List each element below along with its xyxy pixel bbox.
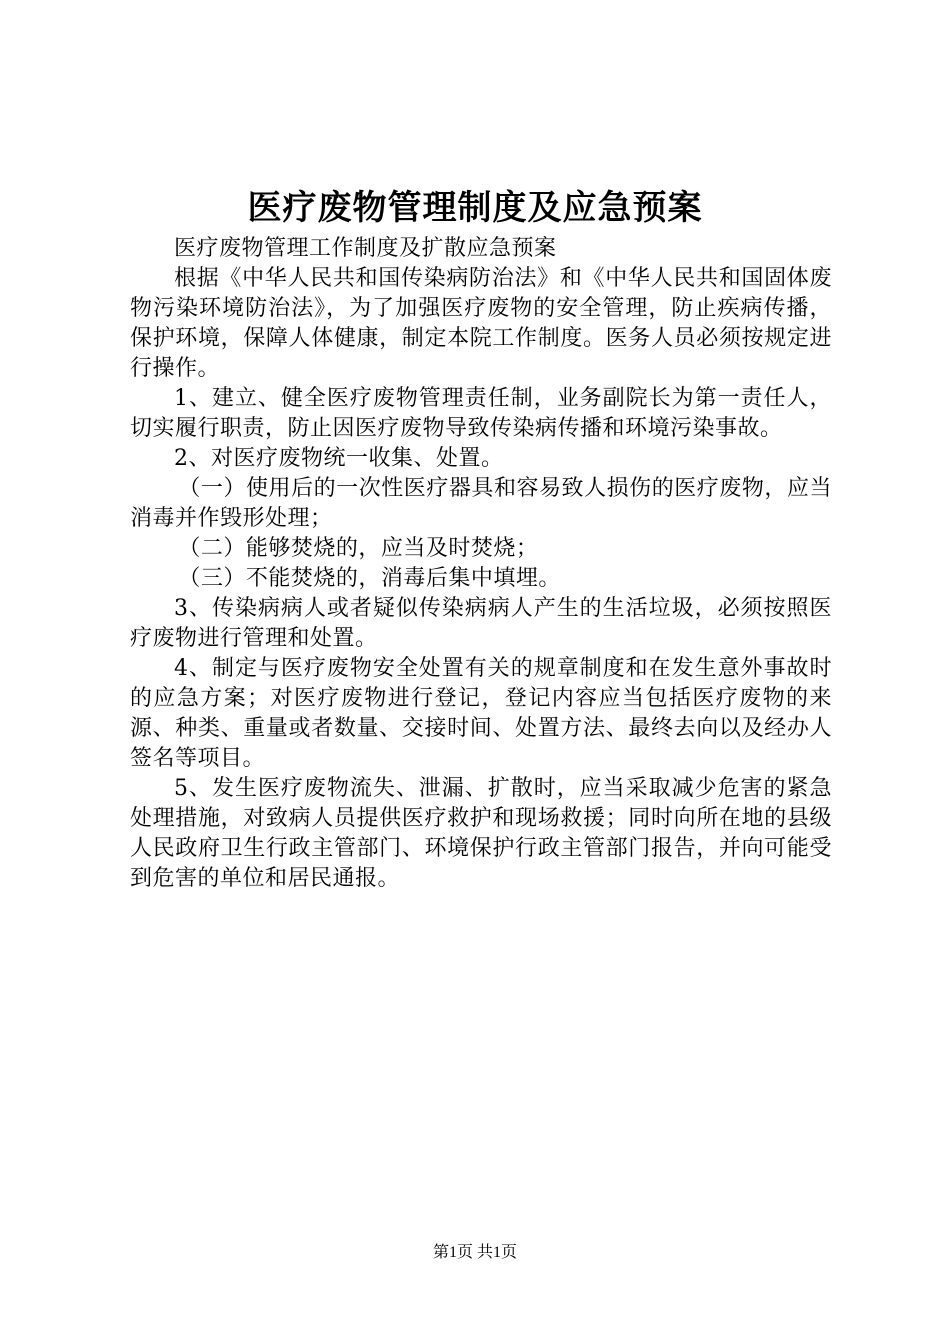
paragraph-item-2: 2、对医疗废物统一收集、处置。 <box>174 446 504 471</box>
paragraph-item-3: 3、传染病病人或者疑似传染病病人产生的生活垃圾，必须按照医疗废物进行管理和处置。 <box>130 596 832 651</box>
paragraph-item-1: 1、建立、健全医疗废物管理责任制，业务副院长为第一责任人，切实履行职责，防止因医疗废物导致传染病传播和环境污染事故。 <box>130 386 832 441</box>
paragraph-subtitle: 医疗废物管理工作制度及扩散应急预案 <box>174 236 557 261</box>
document-body <box>130 234 832 894</box>
page-footer: 第1页 共1页 <box>432 1244 517 1261</box>
document-title: 医疗废物管理制度及应急预案 <box>247 188 703 228</box>
paragraph-item-5: 5、发生医疗废物流失、泄漏、扩散时，应当采取减少危害的紧急处理措施，对致病人员提供医疗救护和现场救援；同时向所在地的县级人民政府卫生行政主管部门、环境保护行政主管部门报告，并向可能受到危害的单位和居民通报。 <box>130 776 832 891</box>
paragraph-subitem-1: （一）使用后的一次性医疗器具和容易致人损伤的医疗废物，应当消毒并作毁形处理； <box>130 476 832 531</box>
paragraph-subitem-2: （二）能够焚烧的，应当及时焚烧； <box>178 536 539 561</box>
paragraph-item-4: 4、制定与医疗废物安全处置有关的规章制度和在发生意外事故时的应急方案；对医疗废物进行登记，登记内容应当包括医疗废物的来源、种类、重量或者数量、交接时间、处置方法、最终去向以及经办人签名等项目。 <box>130 656 832 771</box>
paragraph-subitem-3: （三）不能焚烧的，消毒后集中填埋。 <box>178 566 561 591</box>
paragraph-intro: 根据《中华人民共和国传染病防治法》和《中华人民共和国固体废物污染环境防治法》，为了加强医疗废物的安全管理，防止疾病传播，保护环境，保障人体健康，制定本院工作制度。医务人员必须按规定进行操作。 <box>130 266 832 381</box>
